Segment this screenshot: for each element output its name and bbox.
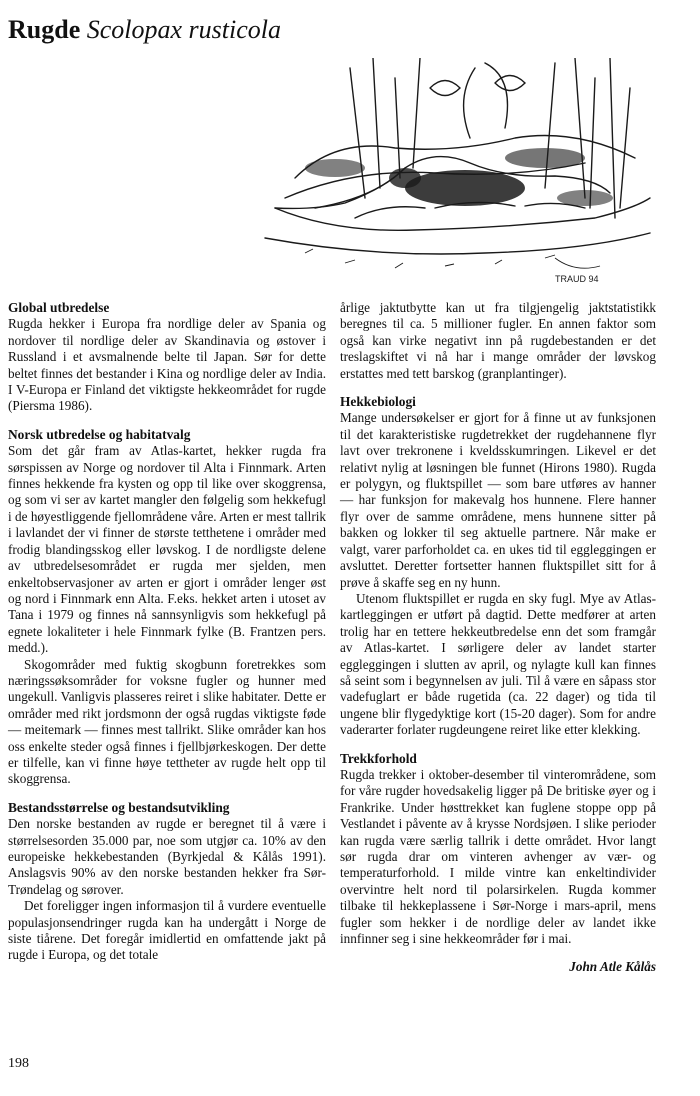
section-population-continued xyxy=(340,300,656,382)
section-heading: Global utbredelse xyxy=(8,300,110,315)
paragraph: Det foreligger ingen informasjon til å vurdere eventuelle populasjonsendringer rugda kan ha undergått i Norge de siste tiårene. Det foregår imidlertid en omfattende jakt på rugde i Europa, og det totale xyxy=(8,898,326,963)
left-column xyxy=(8,300,326,976)
section-heading: Norsk utbredelse og habitatvalg xyxy=(8,426,191,442)
section-population xyxy=(8,800,326,964)
section-breeding-biology xyxy=(340,394,656,739)
paragraph: årlige jaktutbytte kan ut fra tilgjengelig jaktstatistikk beregnes til ca. 5 millioner fugler. En annen faktor som også kan virke negativt inn på rugdebestanden er det treslagskiftet vi nå har i mange områder der løvskog erstattes med tett barskog (granplantinger). xyxy=(340,300,656,381)
page-title xyxy=(8,14,281,46)
paragraph: Mange undersøkelser er gjort for å finne ut av funksjonen til det karakteristiske rugdetrekket der rugdehannene flyr lavt over trekronene i kveldsskumringen. Likevel er det relativt nylig at løsningen ble funnet (Hirons 1980). Rugda er polygyn, og fluktspillet — som bare utføres av hanner — har funksjon for makevalg hos hunnene. Flere hanner flyr over de samme områdene, mens hunnene sitter på bakken og lokker til seg aktuelle partnere. Når make er valgt, varer parforholdet ca. en ukes tid til eggleggingen er avsluttet. Deretter fortsetter hannen fluktspillet sitt for å prøve å skaffe seg en ny hunn. xyxy=(340,410,656,590)
page-number: 198 xyxy=(8,1056,29,1071)
illustration-signature: TRAUD 94 xyxy=(555,274,599,284)
right-column xyxy=(340,300,656,976)
author-name: John Atle Kålås xyxy=(569,959,656,975)
section-global-distribution xyxy=(8,300,326,415)
paragraph: Skogområder med fuktig skogbunn foretrekkes som næringssøksområder for voksne fugler og hunner med ungekull. Vanligvis plasseres reiret i slike habitater. Dette er områder med rikt jordsmonn der også rugdas viktigste føde — meitemark — finnes mest tallrikt. Slike områder kan hos oss enkelte steder også finnes i fjellbjørkeskogen. Der dette er tilfelle, kan vi finne høye tettheter av rugde helt opp til skoggrensa. xyxy=(8,656,326,787)
paragraph: Som det går fram av Atlas-kartet, hekker rugda fra sørspissen av Norge og nordover til Alta i Finnmark. Arten finnes hekkende fra kysten og opp til like over skoggrensa, og som vi ser av kartet mangler den følgelig som hekkefugl i de høyestliggende fjellområdene våre. Arten er mest tallrik i lavlandet der vi finner de største tetthetene i områder med frodig blandingsskog eller løvskog. I de nordligste delene av utbredelsesområdet er rugda mer sjelden, men enkeltobservasjoner av arten er gjort i områder lenger øst og nord i Finnmark enn Alta. F.eks. hekket arten i utoset av Tana i 1979 og finnes nå sannsynligvis som hekkefugl på egnete lokaliteter i hele Finnmark fylke (B. Frantzen pers. medd.). xyxy=(8,443,326,656)
woodcock-illustration xyxy=(255,58,655,290)
section-norwegian-distribution xyxy=(8,427,326,788)
species-common-name: Rugde xyxy=(8,15,81,44)
paragraph: Den norske bestanden av rugde er beregnet til å være i størrelsesorden 35.000 par, noe som utgjør ca. 10% av den europeiske hekkebestanden (Byrkjedal & Kålås 1991). Anslagsvis 90% av den norske bestanden hekker fra Sør-Trøndelag og sørover. xyxy=(8,816,326,897)
section-heading: Hekkebiologi xyxy=(340,394,416,410)
species-latin-name: Scolopax rusticola xyxy=(86,15,282,44)
section-heading: Trekkforhold xyxy=(340,750,417,766)
paragraph: Utenom fluktspillet er rugda en sky fugl. Mye av Atlas-kartleggingen er utført på dagtid. Dette medfører at arten trolig har en tettere hekkeutbredelse enn det som framgår av Atlas-kartet. I sørligere deler av landet starter eggleggingen i slutten av april, og nylagte kull kan finnes så seint som i begynnelsen av juli. Til å være en såpass stor vadefuglart er både rugetida (ca. 22 dager) og tida til ungene blir flygedyktige kort (15-20 dager). Som for andre vaderarter forlater rugdeungene reiret like etter klekking. xyxy=(340,590,656,738)
section-migration xyxy=(340,751,656,948)
section-heading: Bestandsstørrelse og bestandsutvikling xyxy=(8,799,230,815)
paragraph: Rugda hekker i Europa fra nordlige deler av Spania og nordover til nordlige deler av Skandinavia og østover i Russland i et avsmalnende belte til Japan. Sør for dette beltet finnes det bestander i Kina og nordlige deler av India. I V-Europa er Finland det viktigste hekkeområdet for rugde (Piersma 1986). xyxy=(8,316,326,414)
paragraph: Rugda trekker i oktober-desember til vinterområdene, som for våre rugder hovedsakelig ligger på De britiske øyer og i Frankrike. Under høsttrekket kan fuglene stoppe opp på Vestlandet i påvente av å krysse Nordsjøen. I slike perioder kan rugda være særlig tallrik i dette området. Hvor langt sør rugda drar om vinteren avhenger av vær- og temperaturforhold. I milde vintre kan enkeltindivider overvintre helt nord til polarsirkelen. Rugda kommer tilbake til hekkeplassene i Sør-Norge i mars-april, mens fugler som hekker i de nordlige deler av landet ikke innfinner seg i sine hekkeområder før i mai. xyxy=(340,766,656,947)
